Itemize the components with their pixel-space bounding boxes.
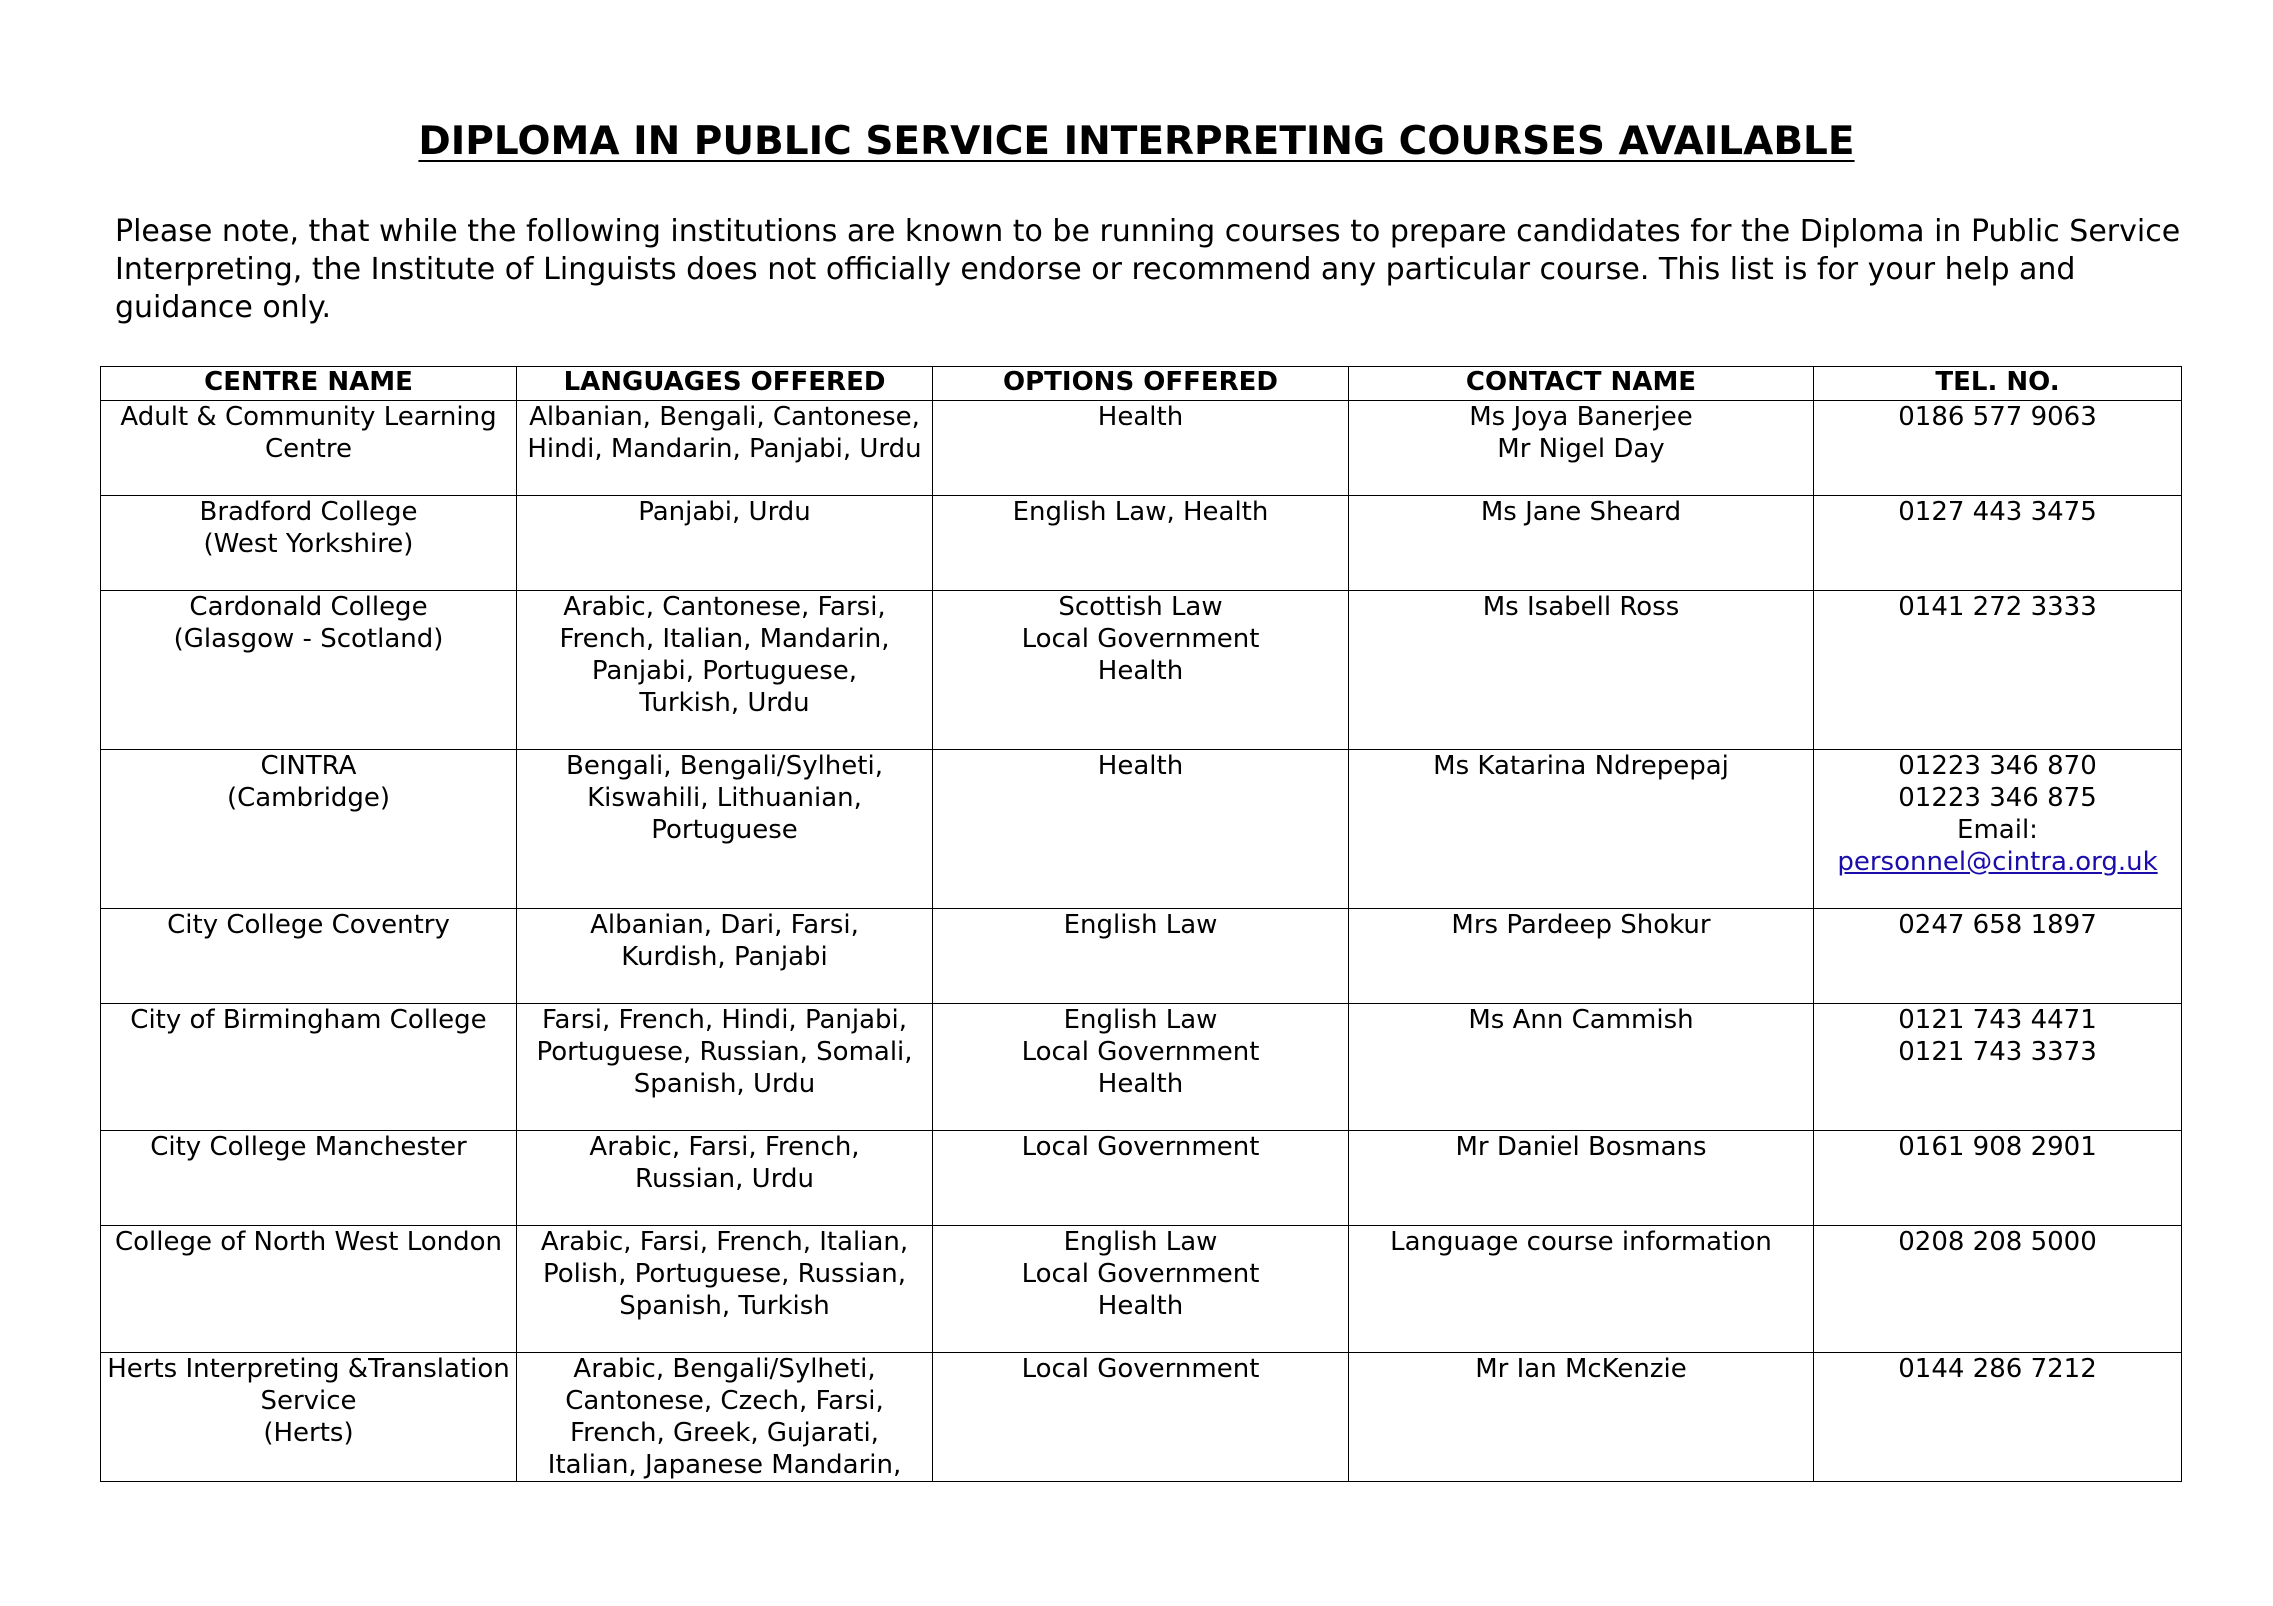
options-line: Health xyxy=(1097,402,1184,432)
languages-line: Arabic, Farsi, French, xyxy=(589,1132,860,1162)
languages-line: Arabic, Farsi, French, Italian, xyxy=(540,1227,909,1257)
centre-name-line: (West Yorkshire) xyxy=(203,529,414,559)
languages-cell xyxy=(517,1004,933,1131)
languages-cell xyxy=(517,750,933,909)
contact-cell xyxy=(1349,496,1814,591)
tel-cell xyxy=(1814,750,2182,909)
header-centre-name: CENTRE NAME xyxy=(101,367,517,401)
languages-line: Portuguese xyxy=(651,815,798,845)
email-link[interactable]: personnel@cintra.org.uk xyxy=(1837,847,2158,877)
options-line: English Law xyxy=(1063,1005,1218,1035)
tel-line: 0186 577 9063 xyxy=(1898,402,2097,432)
centre-name-cell xyxy=(101,750,517,909)
centre-name-line: Herts Interpreting &Translation xyxy=(107,1354,510,1384)
centre-name-line: Centre xyxy=(265,434,352,464)
languages-cell xyxy=(517,1353,933,1482)
centre-name-line: Service xyxy=(260,1386,357,1416)
tel-line: 0121 743 4471 xyxy=(1898,1005,2097,1035)
languages-cell xyxy=(517,401,933,496)
contact-line: Mr Daniel Bosmans xyxy=(1455,1132,1707,1162)
languages-line: Kurdish, Panjabi xyxy=(621,942,828,972)
centre-name-cell xyxy=(101,1353,517,1482)
tel-line: 01223 346 875 xyxy=(1898,783,2097,813)
table-body xyxy=(101,401,2182,1482)
contact-cell xyxy=(1349,591,1814,750)
languages-line: Panjabi, Portuguese, xyxy=(591,656,858,686)
languages-cell xyxy=(517,1131,933,1226)
options-cell xyxy=(933,909,1349,1004)
tel-line: 0121 743 3373 xyxy=(1898,1037,2097,1067)
centre-name-line: City of Birmingham College xyxy=(130,1005,487,1035)
tel-cell xyxy=(1814,1226,2182,1353)
languages-line: Spanish, Urdu xyxy=(633,1069,816,1099)
options-line: Health xyxy=(1097,656,1184,686)
tel-line: 0208 208 5000 xyxy=(1898,1227,2097,1257)
options-cell xyxy=(933,496,1349,591)
contact-cell xyxy=(1349,1226,1814,1353)
centre-name-line: (Cambridge) xyxy=(226,783,391,813)
table-row xyxy=(101,1131,2182,1226)
tel-cell xyxy=(1814,591,2182,750)
options-cell xyxy=(933,1226,1349,1353)
options-line: Local Government xyxy=(1021,624,1260,654)
options-line: Health xyxy=(1097,751,1184,781)
options-line: English Law, Health xyxy=(1012,497,1269,527)
options-cell xyxy=(933,1004,1349,1131)
contact-cell xyxy=(1349,401,1814,496)
languages-line: French, Greek, Gujarati, xyxy=(570,1418,879,1448)
languages-line: Cantonese, Czech, Farsi, xyxy=(565,1386,884,1416)
languages-line: Italian, Japanese Mandarin, xyxy=(547,1450,902,1480)
languages-line: Arabic, Bengali/Sylheti, xyxy=(573,1354,876,1384)
languages-line: Turkish, Urdu xyxy=(639,688,810,718)
contact-line: Mr Ian McKenzie xyxy=(1475,1354,1687,1384)
languages-cell xyxy=(517,1226,933,1353)
table-row xyxy=(101,496,2182,591)
options-line: Local Government xyxy=(1021,1354,1260,1384)
table-row xyxy=(101,1004,2182,1131)
tel-line: 0161 908 2901 xyxy=(1898,1132,2097,1162)
contact-line: Ms Ann Cammish xyxy=(1468,1005,1694,1035)
centre-name-cell xyxy=(101,1004,517,1131)
centre-name-cell xyxy=(101,591,517,750)
centre-name-line: College of North West London xyxy=(114,1227,503,1257)
contact-line: Ms Isabell Ross xyxy=(1482,592,1680,622)
header-tel-no: TEL. NO. xyxy=(1814,367,2182,401)
languages-line: Hindi, Mandarin, Panjabi, Urdu xyxy=(527,434,922,464)
languages-line: Kiswahili, Lithuanian, xyxy=(587,783,862,813)
centre-name-cell xyxy=(101,1226,517,1353)
centre-name-line: (Glasgow - Scotland) xyxy=(173,624,444,654)
tel-line: 0144 286 7212 xyxy=(1898,1354,2097,1384)
options-line: English Law xyxy=(1063,910,1218,940)
options-line: Local Government xyxy=(1021,1132,1260,1162)
table-header-row xyxy=(101,367,2182,401)
table-row xyxy=(101,401,2182,496)
options-line: English Law xyxy=(1063,1227,1218,1257)
centre-name-line: City College Coventry xyxy=(167,910,450,940)
contact-cell xyxy=(1349,1131,1814,1226)
table-row xyxy=(101,1226,2182,1353)
tel-cell xyxy=(1814,496,2182,591)
tel-line: Email: xyxy=(1957,815,2038,845)
centre-name-line: Cardonald College xyxy=(189,592,428,622)
options-line: Health xyxy=(1097,1069,1184,1099)
languages-line: Bengali, Bengali/Sylheti, xyxy=(566,751,883,781)
contact-cell xyxy=(1349,1004,1814,1131)
contact-cell xyxy=(1349,750,1814,909)
contact-line: Ms Joya Banerjee xyxy=(1469,402,1693,432)
contact-cell xyxy=(1349,1353,1814,1482)
languages-line: Albanian, Bengali, Cantonese, xyxy=(529,402,920,432)
tel-line: 0127 443 3475 xyxy=(1898,497,2097,527)
tel-cell xyxy=(1814,909,2182,1004)
contact-line: Ms Katarina Ndrepepaj xyxy=(1433,751,1729,781)
page-title: DIPLOMA IN PUBLIC SERVICE INTERPRETING COURSES AVAILABLE xyxy=(418,119,1855,164)
centre-name-cell xyxy=(101,496,517,591)
table-row xyxy=(101,1353,2182,1482)
contact-line: Mr Nigel Day xyxy=(1497,434,1665,464)
centre-name-line: Bradford College xyxy=(199,497,418,527)
centre-name-line: (Herts) xyxy=(263,1418,354,1448)
header-contact-name: CONTACT NAME xyxy=(1349,367,1814,401)
tel-line: 0247 658 1897 xyxy=(1898,910,2097,940)
tel-line: 0141 272 3333 xyxy=(1898,592,2097,622)
table-row xyxy=(101,591,2182,750)
languages-cell xyxy=(517,496,933,591)
languages-line: Panjabi, Urdu xyxy=(638,497,811,527)
contact-line: Language course information xyxy=(1390,1227,1772,1257)
centre-name-line: CINTRA xyxy=(260,751,357,781)
tel-cell xyxy=(1814,1004,2182,1131)
centre-name-line: City College Manchester xyxy=(150,1132,467,1162)
languages-cell xyxy=(517,591,933,750)
tel-line: 01223 346 870 xyxy=(1898,751,2097,781)
languages-line: Russian, Urdu xyxy=(635,1164,814,1194)
languages-cell xyxy=(517,909,933,1004)
languages-line: Arabic, Cantonese, Farsi, xyxy=(563,592,886,622)
centre-name-cell xyxy=(101,1131,517,1226)
contact-line: Ms Jane Sheard xyxy=(1480,497,1682,527)
options-line: Local Government xyxy=(1021,1259,1260,1289)
tel-cell xyxy=(1814,401,2182,496)
languages-line: Portuguese, Russian, Somali, xyxy=(536,1037,913,1067)
table-row xyxy=(101,750,2182,909)
header-languages-offered: LANGUAGES OFFERED xyxy=(517,367,933,401)
options-cell xyxy=(933,401,1349,496)
options-line: Local Government xyxy=(1021,1037,1260,1067)
options-line: Health xyxy=(1097,1291,1184,1321)
header-options-offered: OPTIONS OFFERED xyxy=(933,367,1349,401)
intro-paragraph: Please note, that while the following institutions are known to be running courses to prepare candidates for the Diploma in Public Service Interpreting, the Institute of Linguists does not officially endorse or recommend any particular course. This list is for your help and guidance only. xyxy=(115,214,2181,325)
languages-line: Farsi, French, Hindi, Panjabi, xyxy=(541,1005,908,1035)
languages-line: Polish, Portuguese, Russian, xyxy=(542,1259,907,1289)
contact-line: Mrs Pardeep Shokur xyxy=(1451,910,1711,940)
tel-cell xyxy=(1814,1353,2182,1482)
contact-cell xyxy=(1349,909,1814,1004)
centre-name-cell xyxy=(101,909,517,1004)
languages-line: French, Italian, Mandarin, xyxy=(559,624,890,654)
centre-name-line: Adult & Community Learning xyxy=(120,402,497,432)
options-cell xyxy=(933,1131,1349,1226)
options-cell xyxy=(933,750,1349,909)
options-cell xyxy=(933,591,1349,750)
courses-table xyxy=(100,366,2182,1482)
languages-line: Albanian, Dari, Farsi, xyxy=(590,910,859,940)
table-row xyxy=(101,909,2182,1004)
centre-name-cell xyxy=(101,401,517,496)
languages-line: Spanish, Turkish xyxy=(619,1291,830,1321)
options-cell xyxy=(933,1353,1349,1482)
tel-cell xyxy=(1814,1131,2182,1226)
options-line: Scottish Law xyxy=(1058,592,1223,622)
